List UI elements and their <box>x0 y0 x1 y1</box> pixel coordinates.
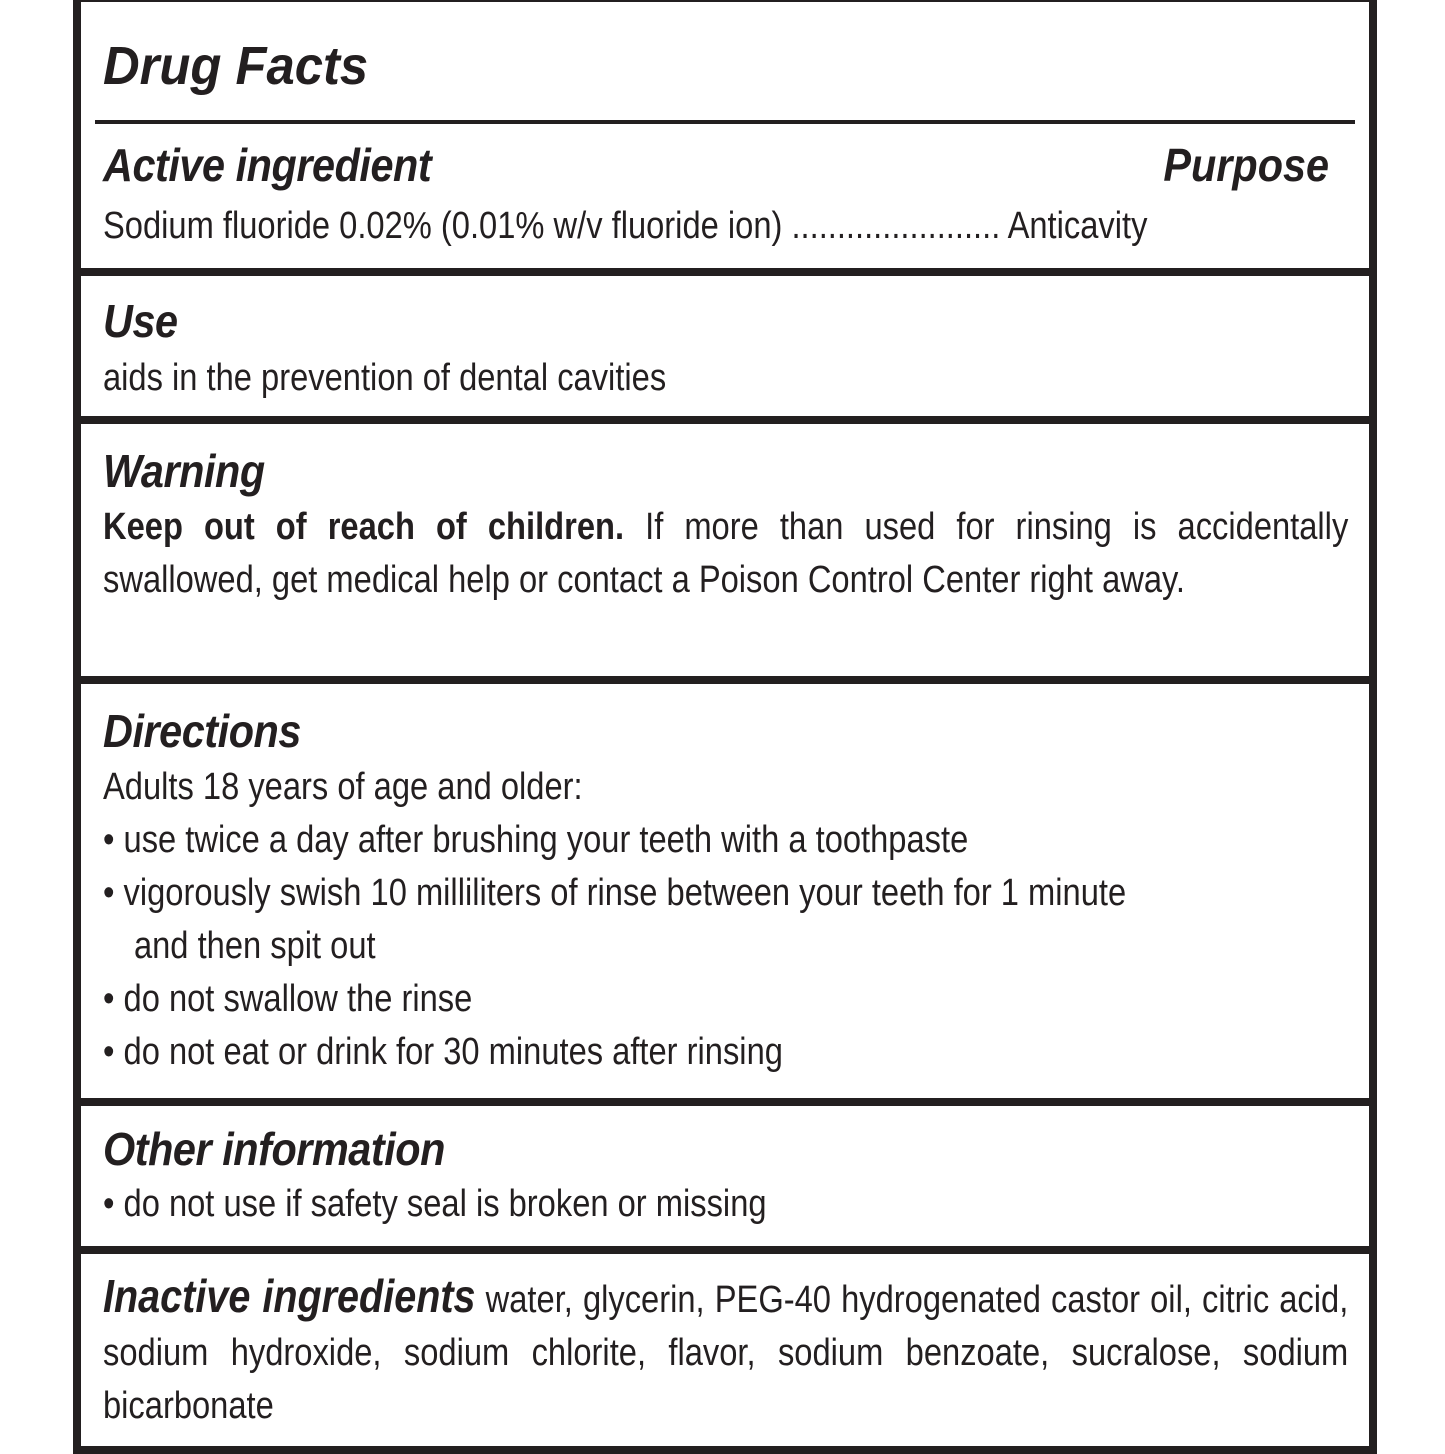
inactive-ingredients-heading: Inactive ingredients <box>103 1270 476 1322</box>
active-ingredient-heading: Active ingredient <box>103 139 432 191</box>
inactive-ingredients-list: water, glycerin, PEG-40 hydrogenated castor oil, citric acid, sodium hydroxide, sodium chlorite, flavor, sodium benzoate, sucralose, sodium bicarbonate <box>103 1279 1349 1427</box>
purpose-heading: Purpose <box>1163 139 1329 191</box>
use-heading: Use <box>103 295 178 347</box>
active-ingredient-section <box>103 138 1347 258</box>
warning-section <box>103 444 1347 607</box>
directions-intro: Adults 18 years of age and older: <box>103 766 583 808</box>
other-information-bullet: • do not use if safety seal is broken or missing <box>103 1183 767 1225</box>
directions-heading: Directions <box>103 705 301 757</box>
directions-bullet-continuation: and then spit out <box>133 925 376 967</box>
section-divider <box>81 268 1369 276</box>
use-text: aids in the prevention of dental cavities <box>103 357 667 399</box>
warning-body-text: If more than used for rinsing is accidentally swallowed, get medical help or contact a Poison Control Center right away. <box>103 506 1349 601</box>
other-information-heading: Other information <box>103 1123 445 1175</box>
inactive-ingredients-text <box>103 1270 1348 1433</box>
other-information-section <box>103 1122 1347 1231</box>
directions-section <box>103 704 1347 1079</box>
leader-dots: ....................... <box>791 205 1001 247</box>
directions-bullet: • vigorously swish 10 milliliters of rinse between your teeth for 1 minute <box>103 872 1127 914</box>
purpose-value: Anticavity <box>1007 205 1148 247</box>
title-section <box>103 34 1347 98</box>
section-divider <box>81 1098 1369 1106</box>
drug-facts-title: Drug Facts <box>103 36 369 96</box>
directions-bullet: • do not swallow the rinse <box>103 978 473 1020</box>
section-divider <box>81 1246 1369 1254</box>
inactive-ingredients-section <box>103 1270 1347 1433</box>
warning-heading: Warning <box>103 445 265 497</box>
drug-facts-panel <box>73 0 1377 1454</box>
section-divider <box>81 676 1369 684</box>
directions-bullet: • do not eat or drink for 30 minutes after rinsing <box>103 1031 783 1073</box>
use-section <box>103 294 1347 405</box>
directions-bullet: • use twice a day after brushing your teeth with a toothpaste <box>103 819 969 861</box>
active-ingredient-line <box>103 200 1147 253</box>
section-divider <box>81 416 1369 424</box>
active-ingredient-name: Sodium fluoride 0.02% (0.01% w/v fluoride ion) <box>103 205 783 247</box>
warning-bold-text: Keep out of reach of children. <box>103 506 625 548</box>
title-divider <box>95 120 1355 124</box>
warning-text <box>103 501 1348 607</box>
